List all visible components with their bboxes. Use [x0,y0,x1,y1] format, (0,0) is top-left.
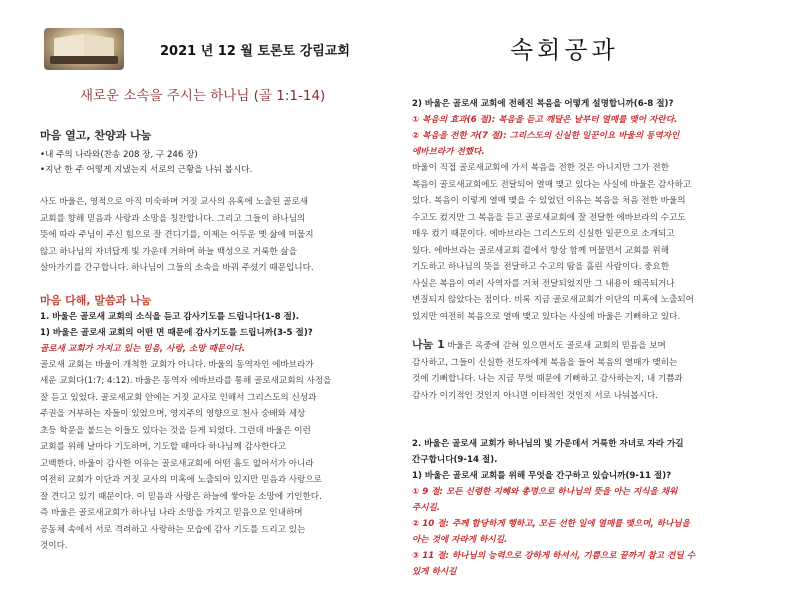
text-line: 바울이 직접 골로새교회에 가서 복음을 전한 것은 아니지만 그가 전한 [412,163,670,173]
bible-photo [44,28,124,70]
answer-2-line: ② 복음을 전한 자(7 절): 그리스도의 신실한 일꾼이요 바울의 동역자인 [412,131,680,141]
text-line: 있지만 여전히 복음으로 열매 맺고 있다는 사실에 바울은 기뻐하고 있다. [412,311,681,322]
section-title: 속회공과 [510,36,619,64]
text-line: 수고도 컸지만 그 복음을 듣고 골로새교회에 잘 전달한 에바브라의 수고도 [412,212,686,223]
intro-line: 사도 바울은, 영적으로 아직 미숙하며 거짓 교사의 유혹에 노출된 골로새 [40,197,309,207]
left-column [40,128,370,555]
answer-1: 골로새 교회가 가지고 있는 믿음, 사랑, 소망 때문이다. [40,343,246,354]
question-3-sub: 1) 바울은 골로새 교회를 위해 무엇을 간구하고 있습니까(9-11 절)? [412,471,672,481]
text-line: 골로새 교회는 바울이 개척한 교회가 아니다. 바울의 동역자인 에바브라가 [40,359,314,370]
text-line: 교회를 위해 날마다 기도하며, 기도할 때마다 하나님께 감사한다고 [40,442,286,452]
right-column [412,96,757,580]
intro-line: 교회를 향해 믿음과 사랑과 소망을 칭찬합니다. 그리고 그들이 하나님의 [40,213,306,224]
text-line: 사실은 복음이 여러 사역자를 거쳐 전달되었지만 그 내용이 왜곡되거나 [412,278,675,289]
sharing-bullet: •지난 한 주 어떻게 지냈는지 서로의 근황을 나눠 봅시다. [40,165,253,175]
text-line: 기도하고 하나님의 뜻을 전달하고 수고의 땀을 흘린 사람이다. 중요한 [412,262,670,272]
text-line: 잘 견디고 있기 때문이다. 이 믿음과 사랑은 하늘에 쌓아둔 소망에 기인한다. [40,491,322,502]
text-line: 즉 바울은 골로새교회가 하나님 나라 소망을 가지고 믿음으로 인내하며 [40,508,303,518]
answer-2-line: 에바브라가 전했다. [412,147,485,157]
text-line: 주권을 거부하는 자들이 있었으며, 영지주의 영향으로 천사 숭배와 세상 [40,409,306,419]
text-line: 초등 학문을 붙드는 이들도 있다는 것을 듣게 되었다. 그런데 바울은 이런 [40,425,311,436]
text-line: 여전히 교회가 이단과 거짓 교사의 미혹에 노출되어 있지만 믿음과 사랑으로 [40,475,322,485]
question-1-sub: 1) 바울은 골로새 교회의 어떤 면 때문에 감사기도를 드립니까(3-5 절)? [40,327,313,338]
text-line: 있다. 복음이 이렇게 열매 맺을 수 있었던 이유는 복음을 처음 전한 바울의 [412,196,686,206]
hymn-bullet: •내 주의 나라와(찬송 208 장, 구 246 장) [40,150,198,160]
question-2-sub: 2) 바울은 골로새 교회에 전해진 복음을 어떻게 설명합니까(6-8 절)? [412,99,674,109]
question-2-text [412,160,757,325]
text-line: 복음이 골로새교회에도 전달되어 열매 맺고 있다는 사실에 바울은 감사하고 [412,179,692,190]
question-3-main: 2. 바울은 골로새 교회가 하나님의 빛 가운데서 거룩한 자녀로 자라 가길 [412,439,684,449]
share-1-first-line [412,337,757,355]
share-1-label: 나눔 1 [412,338,445,351]
intro-line: 않고 하나님의 자녀답게 빛 가운데 거하며 하늘 백성으로 거룩한 삶을 [40,246,298,257]
answer-3-line: ② 10 절: 주께 합당하게 행하고, 모든 선한 일에 열매를 맺으며, 하나님을 [412,519,690,529]
question-1-text [40,357,370,555]
text-line: 공동체 속에서 서로 격려하고 사랑하는 모습에 감사 기도를 드리고 있는 [40,524,306,535]
text-line: 잘 듣고 있었다. 골로새교회 안에는 거짓 교사로 인해서 그리스도의 신성과 [40,392,317,403]
text-line: 있다. 에바브라는 골로새교회 곁에서 항상 함께 머물면서 교회를 위해 [412,245,670,256]
answer-3-line: ③ 11 절: 하나님의 능력으로 강하게 하셔서, 기쁨으로 끝까지 참고 견딜 수 [412,551,695,561]
word-heading: 마음 다해, 말씀과 나눔 [40,293,152,307]
text-line: 매우 컸기 때문이다. 에바브라는 그리스도의 신실한 일꾼으로 소개되고 [412,229,675,239]
share-1-text: 바울은 옥중에 갇혀 있으면서도 골로새 교회의 믿음을 보며 [444,341,666,351]
intro-line: 뜻에 따라 주님이 주신 힘으로 잘 견디기를, 이제는 어두운 옛 삶에 머물지 [40,230,314,240]
text-line: 고백한다. 바울이 감사한 이유는 골로새교회에 어떤 흠도 없어서가 아니라 [40,458,314,469]
text-line: 변질되지 않았다는 점이다. 비록 지금 골로새교회가 이단의 미혹에 노출되어 [412,295,694,305]
text-line: 세운 교회다(1:7; 4:12). 바울은 동역자 에바브라를 통해 골로새교회의 사정을 [40,376,332,386]
open-heart-heading: 마음 열고, 찬양과 나눔 [40,129,152,142]
bulletin-header: 2021 년 12 월 토론토 강림교회 [160,44,350,59]
answer-3-line: 주시길. [412,503,441,513]
text-line: 것에 기뻐합니다. 나는 지금 무엇 때문에 기뻐하고 감사하는지, 내 기쁨과 [412,374,683,384]
lesson-title: 새로운 소속을 주시는 하나님 (골 1:1-14) [80,88,326,104]
question-1-main: 1. 바울은 골로새 교회의 소식을 듣고 감사기도를 드립니다(1-8 절). [40,311,300,322]
intro-line: 살아가기를 간구합니다. 하나님이 그들의 소속을 바꿔 주셨기 때문입니다. [40,263,314,273]
answer-3-line: 아는 것에 자라게 하시길. [412,535,508,545]
intro-paragraph [40,194,370,277]
question-3-main: 간구합니다(9-14 절). [412,455,498,465]
answer-2-line: ① 복음의 효과(6 절): 복음을 듣고 깨달은 날부터 열매를 맺어 자란다. [412,115,678,125]
book-cover [50,56,118,64]
text-line: 감사가 이기적인 것인지 아니면 이타적인 것인지 서로 나눠봅시다. [412,390,658,401]
answer-3-line: 있게 하시길 [412,567,457,577]
text-line: 것이다. [40,541,68,551]
text-line: 감사하고, 그들이 신실한 전도자에게 복음을 들어 복음의 열매가 맺히는 [412,357,678,368]
answer-3-line: ① 9 절: 모든 신령한 지혜와 총명으로 하나님의 뜻을 아는 지식을 채워 [412,487,678,497]
